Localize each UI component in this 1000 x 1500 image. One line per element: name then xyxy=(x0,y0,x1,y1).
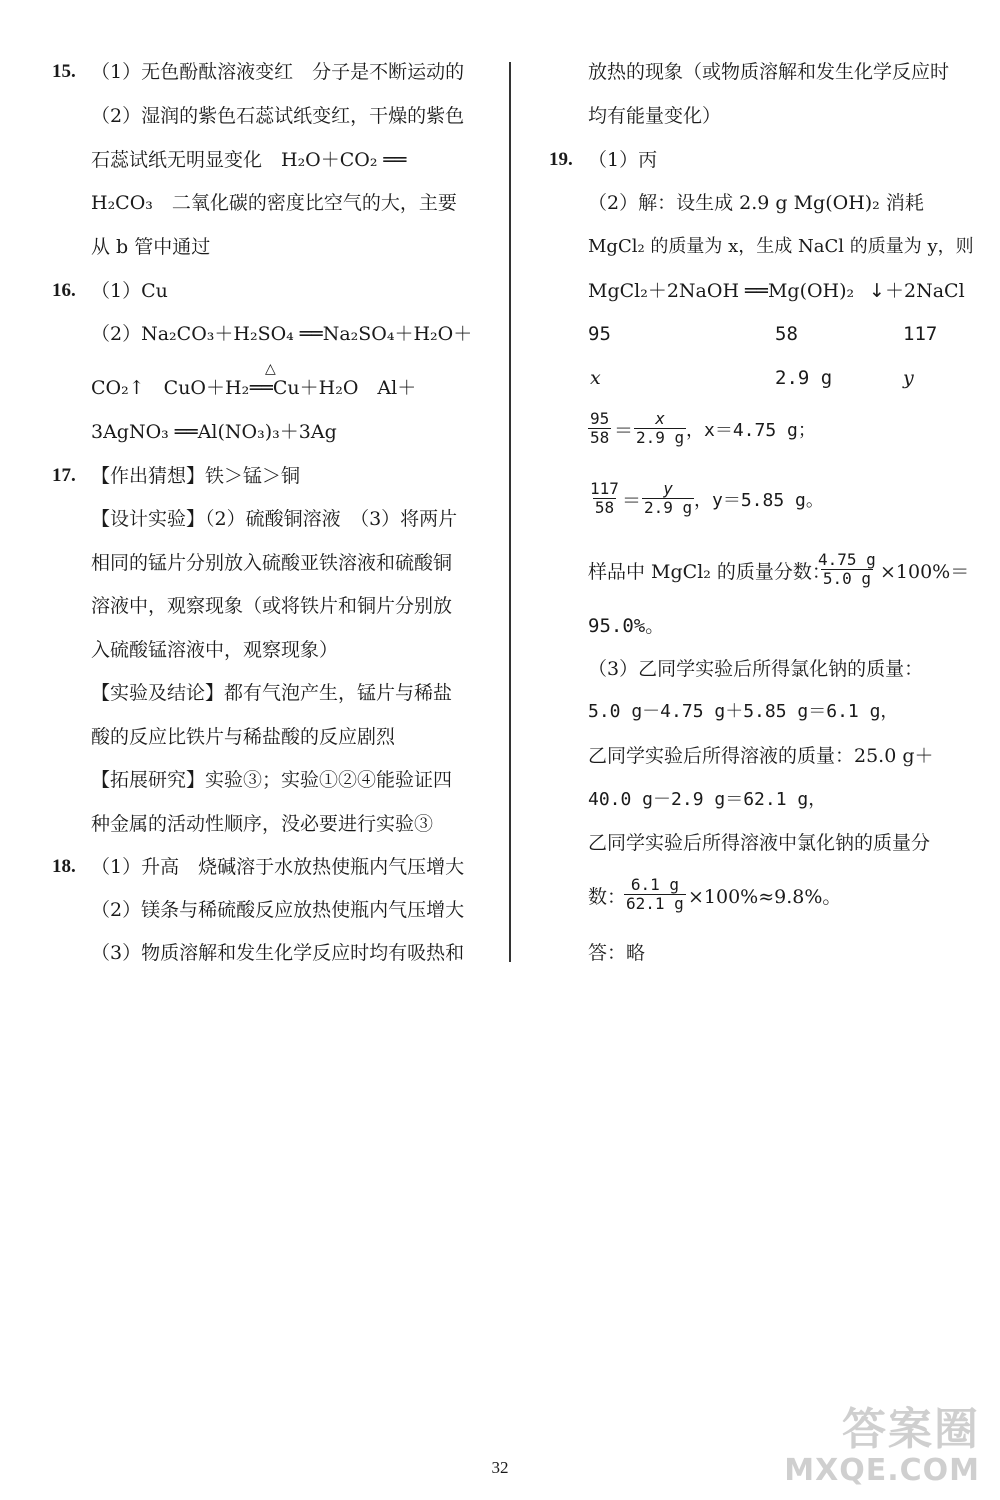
q19-part3-line-4: 40.0 g－2.9 g＝62.1 g， xyxy=(588,789,827,810)
fraction-95-58 xyxy=(588,410,611,447)
q17-line-5: 入硫酸锰溶液中，观察现象） xyxy=(91,639,339,661)
q18-continued-line-2: 均有能量变化） xyxy=(588,105,722,127)
fraction-4.75-5.0 xyxy=(816,551,878,588)
q17-line-8: 【拓展研究】实验③；实验①②④能验证四 xyxy=(91,769,453,791)
fraction-y-2.9g xyxy=(642,480,694,517)
q15-line-5: 从 b 管中通过 xyxy=(91,236,211,258)
question-number-17: 17. xyxy=(52,465,76,486)
q18-line-2: （2）镁条与稀硫酸反应放热使瓶内气压增大 xyxy=(91,899,465,921)
mass-fraction-result: 95.0%。 xyxy=(588,615,665,637)
q19-part3-line-3: 乙同学实验后所得溶液的质量：25.0 g＋ xyxy=(588,745,934,767)
page-number: 32 xyxy=(491,1458,509,1477)
known-mass: 2.9 g xyxy=(775,367,833,389)
unknown-y: y xyxy=(903,367,914,389)
question-number-15: 15. xyxy=(52,61,76,82)
watermark xyxy=(784,1406,980,1488)
heat-condition-symbol: △ xyxy=(265,361,276,377)
fraction-numerator: 117 xyxy=(590,479,619,498)
q16-line-4: 3AgNO₃ ══Al(NO₃)₃＋3Ag xyxy=(91,421,337,443)
q16-line-2: （2）Na₂CO₃＋H₂SO₄ ══Na₂SO₄＋H₂O＋ xyxy=(91,323,473,345)
watermark-logo: 答案圈 xyxy=(842,1404,980,1455)
molar-mass-nacl: 117 xyxy=(903,323,938,345)
question-number-19: 19. xyxy=(549,149,573,170)
q18-continued-line-1: 放热的现象（或物质溶解和发生化学反应时 xyxy=(588,61,950,83)
q16-line-3a: CO₂↑ CuO＋H₂ xyxy=(91,377,250,399)
fraction-denominator: 58 xyxy=(594,498,615,517)
q16-line-3b: ══Cu＋H₂O Al＋ xyxy=(250,377,417,399)
q17-line-1: 【作出猜想】铁＞锰＞铜 xyxy=(91,465,301,487)
q15-line-3: 石蕊试纸无明显变化 H₂O＋CO₂ ══ xyxy=(91,149,407,171)
answer-line: 答：略 xyxy=(588,942,646,964)
q19-part3-line-1: （3）乙同学实验后所得氯化钠的质量： xyxy=(588,658,924,680)
q17-line-3: 相同的锰片分别放入硫酸亚铁溶液和硫酸铜 xyxy=(91,552,453,574)
reaction-equation-right: ＋2NaCl xyxy=(885,280,965,302)
q17-line-4: 溶液中，观察现象（或将铁片和铜片分别放 xyxy=(91,595,453,617)
equals-sign: ＝ xyxy=(622,490,642,512)
equals-sign: ＝ xyxy=(614,420,634,442)
x-result: ，x＝4.75 g； xyxy=(686,420,816,441)
q19-line-1: （1）丙 xyxy=(588,149,658,171)
q17-line-6: 【实验及结论】都有气泡产生，锰片与稀盐 xyxy=(91,682,453,704)
fraction-denominator: 62.1 g xyxy=(626,894,684,913)
q17-line-7: 酸的反应比铁片与稀盐酸的反应剧烈 xyxy=(91,726,396,748)
mass-fraction-label: 样品中 MgCl₂ 的质量分数： xyxy=(588,561,831,583)
question-number-18: 18. xyxy=(52,856,76,877)
fraction-117-58 xyxy=(588,480,621,517)
fraction-numerator: 95 xyxy=(590,409,610,428)
fraction-numerator: 6.1 g xyxy=(630,875,679,894)
fraction-denominator: 2.9 g xyxy=(636,428,685,447)
watermark-url: MXQE.COM xyxy=(784,1453,980,1488)
q19-part3-line-2: 5.0 g－4.75 g＋5.85 g＝6.1 g， xyxy=(588,701,899,722)
q19-line-3: MgCl₂ 的质量为 x，生成 NaCl 的质量为 y，则 xyxy=(588,236,974,257)
question-number-16: 16. xyxy=(52,280,76,301)
fraction-x-2.9g xyxy=(634,410,686,447)
column-divider xyxy=(509,62,511,962)
unknown-x: x xyxy=(590,367,601,389)
q19-part3-line-6-label: 数： xyxy=(588,886,627,908)
q18-line-3: （3）物质溶解和发生化学反应时均有吸热和 xyxy=(91,942,465,964)
q15-line-2: （2）湿润的紫色石蕊试纸变红，干燥的紫色 xyxy=(91,105,465,127)
q19-line-2: （2）解：设生成 2.9 g Mg(OH)₂ 消耗 xyxy=(588,192,924,214)
q16-line-1: （1）Cu xyxy=(91,280,168,302)
fraction-denominator: 2.9 g xyxy=(644,498,693,517)
fraction-numerator: 4.75 g xyxy=(818,550,876,569)
fraction-numerator: x xyxy=(655,409,665,428)
q17-line-9: 种金属的活动性顺序，没必要进行实验③ xyxy=(91,813,434,835)
q19-part3-line-5: 乙同学实验后所得溶液中氯化钠的质量分 xyxy=(588,832,931,854)
fraction-numerator: y xyxy=(663,479,673,498)
molar-mass-mgoh2: 58 xyxy=(775,323,798,345)
percent-expression: ×100%＝ xyxy=(880,561,970,583)
fraction-denominator: 5.0 g xyxy=(822,569,871,588)
y-result: ，y＝5.85 g。 xyxy=(694,490,824,511)
q17-line-2: 【设计实验】（2）硫酸铜溶液 （3）将两片 xyxy=(91,508,458,530)
reaction-equation-left: MgCl₂＋2NaOH ══Mg(OH)₂ xyxy=(588,280,855,302)
q19-part3-line-6-result: ×100%≈9.8%。 xyxy=(688,886,842,908)
q18-line-1: （1）升高 烧碱溶于水放热使瓶内气压增大 xyxy=(91,856,465,878)
precipitate-arrow-icon: ↓ xyxy=(869,280,885,302)
q15-line-1: （1）无色酚酞溶液变红 分子是不断运动的 xyxy=(91,61,465,83)
fraction-6.1-62.1 xyxy=(624,876,686,913)
fraction-denominator: 58 xyxy=(590,428,610,447)
q15-line-4: H₂CO₃ 二氧化碳的密度比空气的大，主要 xyxy=(91,192,457,214)
molar-mass-mgcl2: 95 xyxy=(588,323,611,345)
